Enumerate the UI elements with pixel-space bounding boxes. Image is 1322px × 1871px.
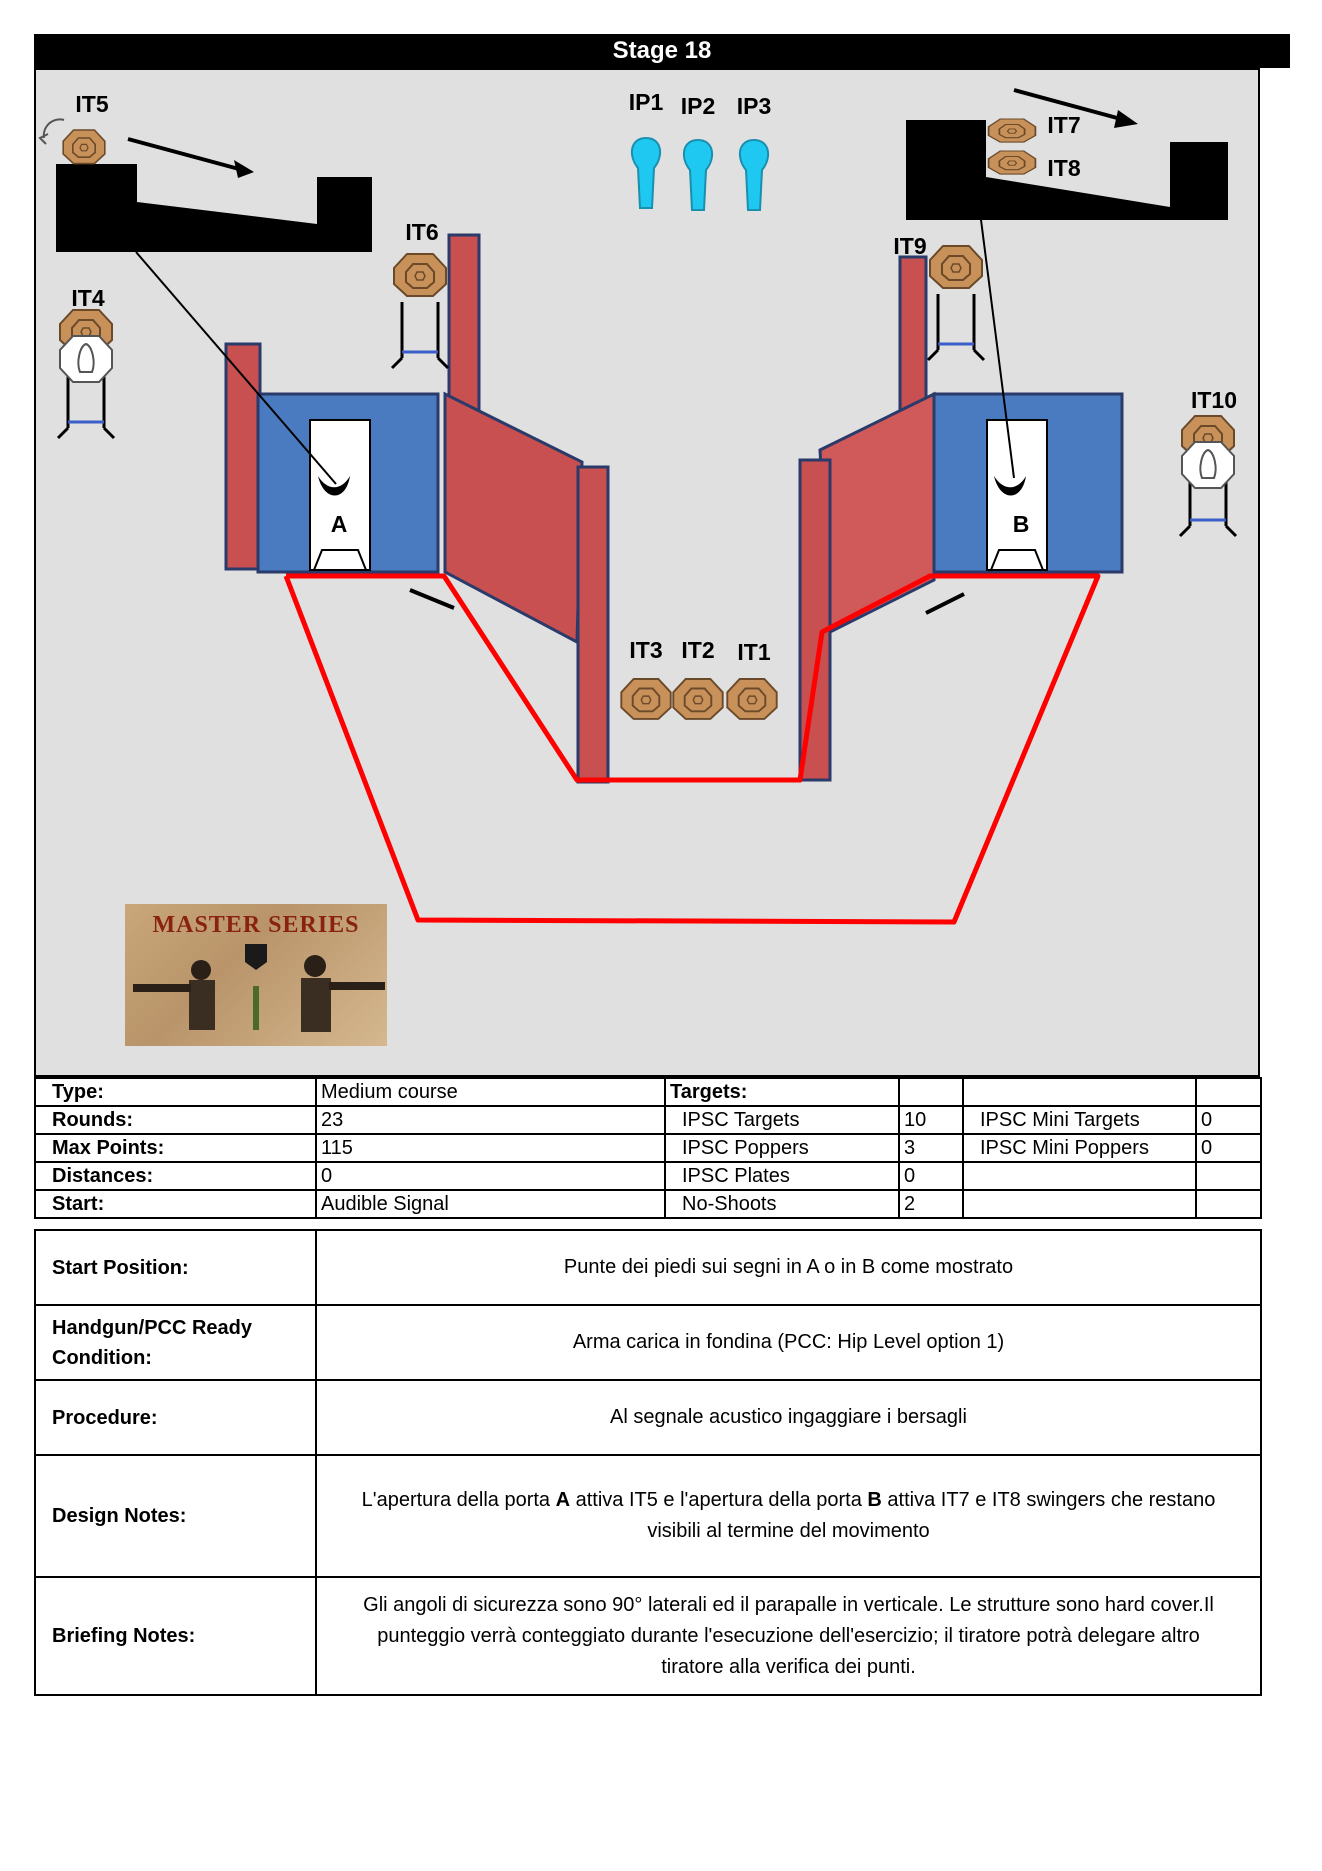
target-it5 [40,119,105,163]
popper-label-ip1: IP1 [628,89,664,115]
popper-ip2 [684,140,712,210]
mini-poppers-label: IPSC Mini Poppers [963,1134,1196,1162]
wall-right-angled [820,394,934,632]
target-label-it10: IT10 [1190,387,1238,413]
start-position-value: Punte dei piedi sui segni in A o in B come mostrato [316,1230,1261,1305]
wall-center-right [800,460,830,780]
distances-value: 0 [316,1162,665,1190]
table-row [35,1230,1261,1305]
start-value: Audible Signal [316,1190,665,1218]
table-row [35,1162,1261,1190]
popper-label-ip2: IP2 [680,93,716,119]
foot-mark-a [410,590,454,608]
ipsc-targets-label: IPSC Targets [665,1106,899,1134]
no-shoots-label: No-Shoots [665,1190,899,1218]
no-shoot-1 [60,336,112,382]
empty-cell [963,1162,1196,1190]
rounds-label: Rounds: [35,1106,316,1134]
target-it3 [621,679,670,719]
empty-cell [963,1078,1196,1106]
stage-details-table [34,1229,1262,1696]
ready-condition-label [35,1305,316,1380]
ready-condition-label-line2: Condition: [52,1346,152,1369]
foot-mark-b [926,594,964,613]
table-row [35,1455,1261,1577]
no-shoots-value: 2 [899,1190,963,1218]
table-row [35,1380,1261,1455]
popper-ip3 [740,140,768,210]
ready-condition-value: Arma carica in fondina (PCC: Hip Level option 1) [316,1305,1261,1380]
empty-cell [1196,1162,1261,1190]
target-it9 [928,246,984,360]
briefing-notes-label: Briefing Notes: [35,1577,316,1695]
logo-figures [125,904,387,1046]
rounds-value: 23 [316,1106,665,1134]
fault-line [286,576,1098,922]
target-it8 [989,151,1036,174]
empty-cell [1196,1190,1261,1218]
target-label-it6: IT6 [405,219,439,245]
distances-label: Distances: [35,1162,316,1190]
target-it2 [673,679,722,719]
target-it1 [727,679,776,719]
wall-right-back [900,257,926,417]
procedure-label: Procedure: [35,1380,316,1455]
table-row [35,1106,1261,1134]
target-label-it1: IT1 [737,639,771,665]
door-b [987,420,1047,570]
table-row [35,1305,1261,1380]
start-label-a: A [330,511,348,537]
wall-left-outer [226,344,260,569]
target-label-it4: IT4 [71,285,105,311]
ipsc-plates-label: IPSC Plates [665,1162,899,1190]
door-a [310,420,370,570]
empty-cell [899,1078,963,1106]
ipsc-poppers-value: 3 [899,1134,963,1162]
table-row [35,1078,1261,1106]
briefing-notes-value: Gli angoli di sicurezza sono 90° laterali ed il parapalle in verticale. Le strutture sono hard cover.Il punteggio verrà conteggiato durante l'esecuzione dell'esercizio; il tiratore potrà delegare altro tiratore alla verifica dei punti. [316,1577,1261,1695]
start-label-b: B [1012,511,1030,537]
ipsc-targets-value: 10 [899,1106,963,1134]
design-notes-label: Design Notes: [35,1455,316,1577]
popper-label-ip3: IP3 [736,93,772,119]
design-notes-value [316,1455,1261,1577]
empty-cell [963,1190,1196,1218]
type-label: Type: [35,1078,316,1106]
design-notes-text: attiva IT5 e l'apertura della porta [570,1489,868,1511]
type-value: Medium course [316,1078,665,1106]
popper-ip1 [632,138,660,208]
table-row [35,1190,1261,1218]
target-it6 [392,254,448,368]
start-position-label: Start Position: [35,1230,316,1305]
mini-targets-label: IPSC Mini Targets [963,1106,1196,1134]
stage-diagram [34,68,1260,1077]
start-label: Start: [35,1190,316,1218]
door-b-ref: B [867,1489,882,1511]
stage-title: Stage 18 [34,34,1290,68]
target-label-it2: IT2 [681,637,715,663]
target-label-it8: IT8 [1047,155,1081,181]
wall-center-left [578,467,608,782]
door-a-ref: A [555,1489,571,1511]
table-row [35,1134,1261,1162]
no-shoot-2 [1182,442,1234,488]
target-it7 [989,119,1036,142]
ipsc-plates-value: 0 [899,1162,963,1190]
max-points-label: Max Points: [35,1134,316,1162]
target-label-it9: IT9 [893,233,927,259]
ipsc-poppers-label: IPSC Poppers [665,1134,899,1162]
mini-targets-value: 0 [1196,1106,1261,1134]
target-label-it7: IT7 [1047,112,1081,138]
master-series-logo: MASTER SERIES [125,904,387,1046]
procedure-value: Al segnale acustico ingaggiare i bersagli [316,1380,1261,1455]
target-label-it3: IT3 [629,637,663,663]
table-row [35,1577,1261,1695]
design-notes-text: attiva IT7 e IT8 swingers che restano visibili al termine del movimento [647,1489,1216,1542]
ready-condition-label-line1: Handgun/PCC Ready [52,1316,253,1339]
score-table [34,1077,1262,1219]
empty-cell [1196,1078,1261,1106]
wall-left-back [449,235,479,410]
target-label-it5: IT5 [75,91,109,117]
max-points-value: 115 [316,1134,665,1162]
design-notes-text: L'apertura della porta [361,1489,556,1511]
mini-poppers-value: 0 [1196,1134,1261,1162]
targets-label: Targets: [665,1078,899,1106]
